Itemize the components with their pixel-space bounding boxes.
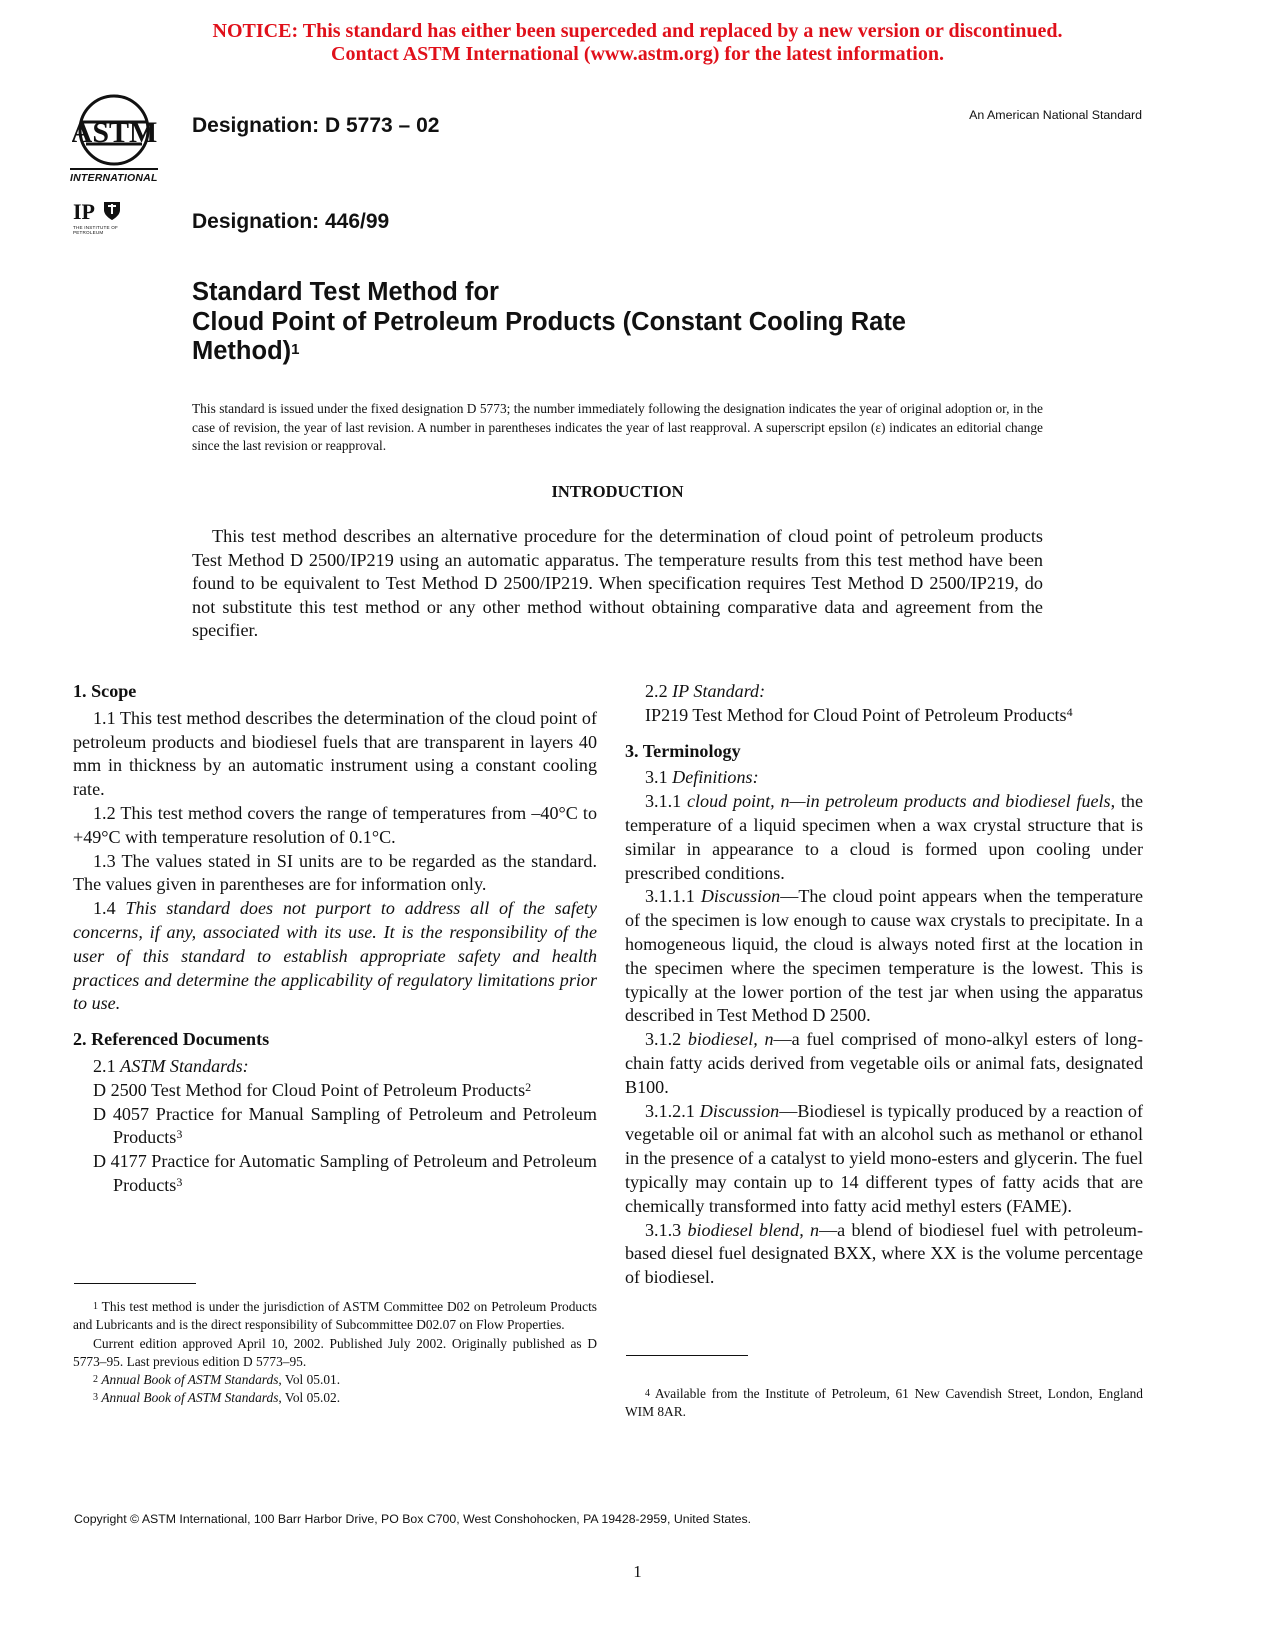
astm-logo-subtitle: INTERNATIONAL [70, 168, 158, 184]
footnote-2-mark: 2 [93, 1374, 98, 1386]
astm-logo [72, 92, 182, 192]
ip-shield-icon [103, 201, 121, 221]
ip-logo-subtitle: THE INSTITUTE OF PETROLEUM [73, 225, 119, 235]
ip-standard-text: IP Standard: [672, 681, 766, 701]
footnote-3-vol: , Vol 05.02. [278, 1390, 341, 1406]
ip-standard-number: 2.2 [645, 681, 668, 701]
term-cloud-point-term: cloud point, n—in petroleum products and biodiesel fuels [686, 791, 1111, 812]
notice-line-1: NOTICE: This standard has either been superceded and replaced by a new version or discontinued. [212, 20, 1063, 42]
footnote-4 [625, 1385, 1143, 1422]
term-biodiesel-number: 3.1.2 [645, 1029, 682, 1050]
term-biodiesel-blend-text: —a blend of biodiesel fuel with petroleum-based diesel fuel designated BXX, where XX is the volume percentage of biodiesel. [625, 1219, 1143, 1288]
term-cloud-point-text: , the temperature of a liquid specimen when a wax crystal structure that is similar in appearance to a cloud is formed upon cooling under prescribed conditions. [625, 791, 1144, 883]
scope-1-1: 1.1 This test method describes the determination of the cloud point of petroleum products and biodiesel fuels that are transparent in layers 40 mm in thickness by an automatic instrument using a constant cooling rate. [73, 707, 597, 800]
document-title [192, 278, 1052, 367]
scope-heading: 1. Scope [73, 681, 137, 701]
footnote-3 [73, 1389, 597, 1407]
astm-logo-text: ASTM [72, 116, 158, 149]
footnote-1-text: This test method is under the jurisdiction of ASTM Committee D02 on Petroleum Products and Lubricants and is the direct responsibility of Subcommittee D02.07 on Flow Properties. [73, 1299, 597, 1333]
issued-note: This standard is issued under the fixed designation D 5773; the number immediately following the designation indicates the year of original adoption or, in the case of revision, the year of last revision. A number in parentheses indicates the year of last reapproval. A superscript epsilon (ε) indicates an editorial change since the last revision or reapproval. [192, 401, 1043, 453]
referenced-heading: 2. Referenced Documents [73, 1029, 270, 1050]
copyright: Copyright © ASTM International, 100 Barr Harbor Drive, PO Box C700, West Conshohocken, PA 19428-2959, United States. [74, 1512, 752, 1526]
definitions-number: 3.1 [645, 767, 668, 788]
title-footnote-mark: 1 [291, 341, 300, 358]
footnote-1 [73, 1298, 597, 1335]
discussion-2-text: —Biodiesel is typically produced by a reaction of vegetable oil or animal fat with an alcohol such as methanol or ethanol in the presence of a catalyst to yield mono-esters and glycerin. The fuel typically may contain up to 14 different types of fatty acids that are chemically transformed into fatty acid methyl esters (FAME). [625, 1100, 1143, 1216]
discussion-1-text: —The cloud point appears when the temperature of the specimen is low enough to cause wax crystals to precipitate. In a homogeneous liquid, the cloud is always noted first at the location in the specimen where the specimen temperature is the lowest. This is typically at the lower portion of the test jar when using the apparatus described in Test Method D 2500. [625, 886, 1144, 1026]
footnotes-right [625, 1385, 1143, 1422]
term-biodiesel-text: —a fuel comprised of mono-alkyl esters of long-chain fatty acids derived from vegetable oils or animal fats, designated B100. [625, 1029, 1143, 1097]
definitions-text: Definitions: [672, 767, 759, 788]
term-cloud-point-number: 3.1.1 [645, 791, 682, 812]
notice-line-2: Contact ASTM International (www.astm.org) for the latest information. [331, 43, 944, 65]
ip-standard-label [625, 680, 1143, 704]
ip-logo-text: IP [73, 199, 95, 224]
definitions-label [625, 766, 1143, 790]
footnote-3-mark: 3 [93, 1392, 98, 1404]
scope-1-4-number: 1.4 [93, 898, 116, 919]
title-line-3: Method) [192, 337, 292, 365]
designation-astm: Designation: D 5773 – 02 [192, 114, 440, 137]
term-biodiesel-blend-number: 3.1.3 [645, 1219, 682, 1240]
title-line-1: Standard Test Method for [192, 278, 499, 306]
left-column [73, 680, 597, 1198]
reference-d2500 [93, 1079, 597, 1103]
page-number: 1 [633, 1562, 642, 1581]
astm-standards-number: 2.1 [93, 1055, 116, 1076]
ip-logo [73, 199, 133, 243]
footnote-divider-right [626, 1355, 748, 1356]
discussion-1-label: Discussion [700, 886, 781, 907]
scope-1-2: 1.2 This test method covers the range of temperatures from –40°C to +49°C with temperature resolution of 0.1°C. [73, 802, 597, 847]
reference-d4057 [93, 1103, 597, 1151]
discussion-2-label: Discussion [699, 1100, 780, 1121]
term-biodiesel-blend-term: biodiesel blend, n [687, 1219, 820, 1240]
right-column [625, 680, 1143, 1290]
scope-1-4 [73, 897, 597, 1016]
astm-standards-text: ASTM Standards: [120, 1055, 249, 1076]
footnote-2-book: Annual Book of ASTM Standards [101, 1372, 279, 1388]
scope-1-3: 1.3 The values stated in SI units are to be regarded as the standard. The values given in parentheses are for information only. [73, 850, 597, 895]
reference-d4177 [93, 1150, 597, 1198]
footnote-4-mark: 4 [645, 1388, 650, 1399]
scope-1-4-text: This standard does not purport to address all of the safety concerns, if any, associated with its use. It is the responsibility of the user of this standard to establish appropriate safety and health practices and determine the applicability of regulatory limitations prior to use. [73, 898, 597, 1014]
footnote-2 [73, 1371, 597, 1389]
reference-d4057-text: D 4057 Practice for Manual Sampling of Petroleum and Petroleum Products [93, 1103, 597, 1148]
reference-ip219-footnote: 4 [1066, 704, 1073, 719]
discussion-1-number: 3.1.1.1 [645, 886, 695, 907]
reference-ip219 [625, 704, 1143, 728]
footnote-current-edition: Current edition approved April 10, 2002. Published July 2002. Originally published as D 5773–95. Last previous edition D 5773–95. [73, 1335, 597, 1369]
reference-d4057-footnote: 3 [176, 1127, 183, 1142]
footnote-3-book: Annual Book of ASTM Standards [101, 1390, 279, 1406]
footnote-2-vol: , Vol 05.01. [278, 1372, 341, 1388]
term-biodiesel-term: biodiesel, n [687, 1029, 774, 1050]
introduction-heading: INTRODUCTION [551, 482, 684, 501]
footnotes-left [73, 1298, 597, 1408]
designation-ip: Designation: 446/99 [192, 210, 390, 233]
reference-ip219-text: IP219 Test Method for Cloud Point of Petroleum Products [645, 704, 1067, 725]
term-cloud-point-discussion [625, 885, 1143, 1028]
reference-d4177-footnote: 3 [176, 1174, 183, 1189]
term-biodiesel-discussion [625, 1100, 1143, 1219]
american-national-standard: An American National Standard [969, 108, 1142, 122]
term-cloud-point [625, 790, 1143, 885]
footnote-divider-left [74, 1283, 196, 1284]
title-line-2: Cloud Point of Petroleum Products (Constant Cooling Rate [192, 307, 906, 336]
term-biodiesel [625, 1028, 1143, 1099]
reference-d4177-text: D 4177 Practice for Automatic Sampling of Petroleum and Petroleum Products [93, 1151, 598, 1195]
term-biodiesel-blend [625, 1219, 1143, 1290]
astm-standards-label [73, 1055, 597, 1079]
footnote-4-text: Available from the Institute of Petroleum, 61 New Cavendish Street, London, England WIM 8AR. [625, 1386, 1143, 1420]
terminology-heading: 3. Terminology [625, 740, 741, 761]
introduction-text: This test method describes an alternative procedure for the determination of cloud point of petroleum products Test Method D 2500/IP219 using an automatic apparatus. The temperature results from this test method have been found to be equivalent to Test Method D 2500/IP219. When specification requires Test Method D 2500/IP219, do not substitute this test method or any other method without obtaining comparative data and agreement from the specifier. [192, 526, 1043, 641]
footnote-1-mark: 1 [93, 1301, 98, 1312]
reference-d2500-text: D 2500 Test Method for Cloud Point of Petroleum Products [93, 1079, 526, 1100]
discussion-2-number: 3.1.2.1 [645, 1100, 695, 1121]
reference-d2500-footnote: 2 [525, 1079, 532, 1094]
